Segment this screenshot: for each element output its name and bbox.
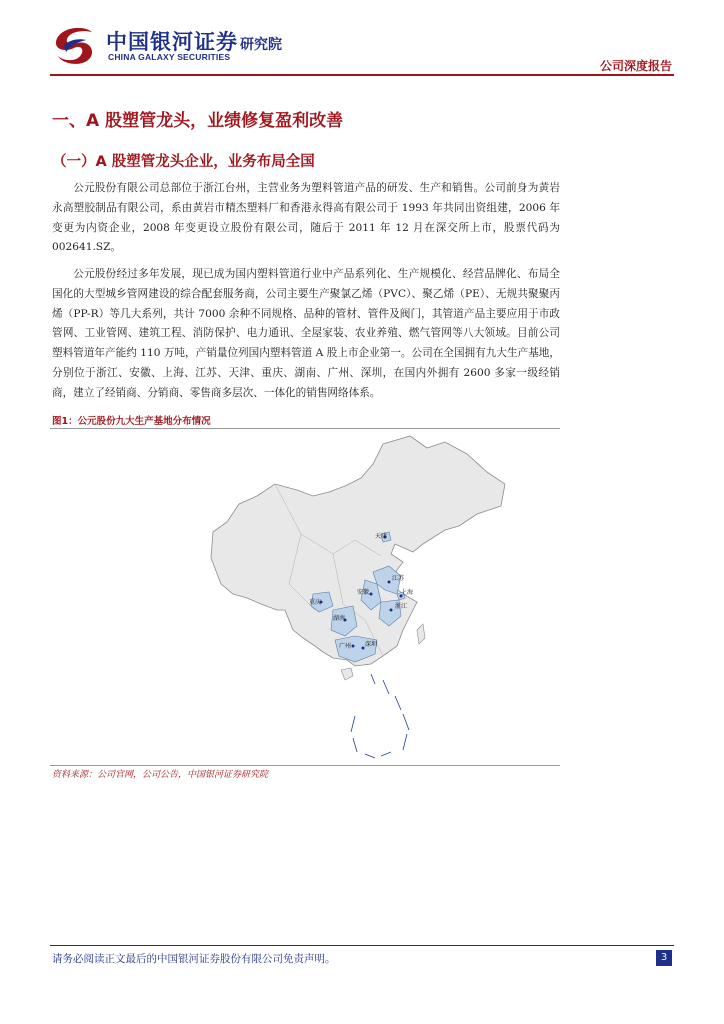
header-divider bbox=[50, 74, 674, 76]
south-sea-islands bbox=[351, 674, 409, 758]
label-jiangsu: 江苏 bbox=[392, 575, 405, 582]
galaxy-logo-icon bbox=[52, 26, 98, 66]
label-shanghai: 上海 bbox=[401, 589, 414, 596]
figure-title: 图1：公元股份九大生产基地分布情况 bbox=[52, 416, 211, 427]
label-zhejiang: 浙江 bbox=[395, 603, 408, 610]
brand-name-en: CHINA GALAXY SECURITIES bbox=[108, 52, 231, 62]
figure-source: 资料来源：公司官网，公司公告，中国银河证券研究院 bbox=[52, 770, 269, 780]
china-mainland-shape bbox=[211, 436, 505, 666]
body-paragraph-1: 公元股份有限公司总部位于浙江台州，主营业务为塑料管道产品的研发、生产和销售。公司前身为黄岩永高塑胶制品有限公司，系由黄岩市精杰塑料厂和香港永得高有限公司于 1993 年共同出资组建，2006 年变更为内资企业，2008 年变更设立股份有限公司，随后于 2011 年 12 月在深交所上市，股票代码为 002641.SZ。 bbox=[52, 182, 560, 254]
section-heading: 一、A 股塑管龙头，业绩修复盈利改善 bbox=[52, 111, 344, 131]
body-paragraph-2: 公元股份经过多年发展，现已成为国内塑料管道行业中产品系列化、生产规模化、经营品牌化、布局全国化的大型城乡管网建设的综合配套服务商，公司主要生产聚氯乙烯（PVC）、聚乙烯（PE）、无规共聚聚丙烯（PP-R）等几大系列，共计 7000 余种不同规格、品种的管材、管件及阀门，其管道产品主要应用于市政管网、工业管网、建筑工程、消防保护、电力通讯、全屋家装、农业养殖、燃气管网等八大领域。目前公司塑料管道年产能约 110 万吨，产销量位列国内塑料管道 A 股上市企业第一。公司在全国拥有九大生产基地，分别位于浙江、安徽、上海、江苏、天津、重庆、湖南、广州、深圳，在国内外拥有 2600 多家一级经销商，建立了经销商、分销商、零售商多层次、一体化的销售网络体系。 bbox=[52, 268, 560, 399]
hainan-island bbox=[341, 668, 353, 680]
section-subheading: （一）A 股塑管龙头企业，业务布局全国 bbox=[52, 154, 315, 170]
disclaimer-text: 请务必阅读正文最后的中国银河证券股份有限公司免责声明。 bbox=[52, 953, 336, 965]
label-guangzhou: 广州 bbox=[339, 643, 352, 650]
label-hunan: 湖南 bbox=[333, 615, 346, 622]
china-map bbox=[205, 434, 515, 764]
label-anhui: 安徽 bbox=[357, 589, 370, 596]
footer-divider bbox=[50, 945, 674, 946]
figure-bottom-rule bbox=[50, 765, 560, 766]
taiwan-island bbox=[417, 624, 425, 644]
report-type: 公司深度报告 bbox=[599, 59, 672, 73]
label-chongqing: 重庆 bbox=[309, 599, 322, 606]
figure-top-rule bbox=[50, 428, 560, 429]
brand-name-cn: 中国银河证券 bbox=[106, 30, 238, 54]
page-number: 3 bbox=[656, 950, 672, 966]
label-tianjin: 天津 bbox=[375, 533, 388, 540]
institute-label: 研究院 bbox=[240, 37, 282, 53]
label-shenzhen: 深圳 bbox=[365, 641, 378, 648]
